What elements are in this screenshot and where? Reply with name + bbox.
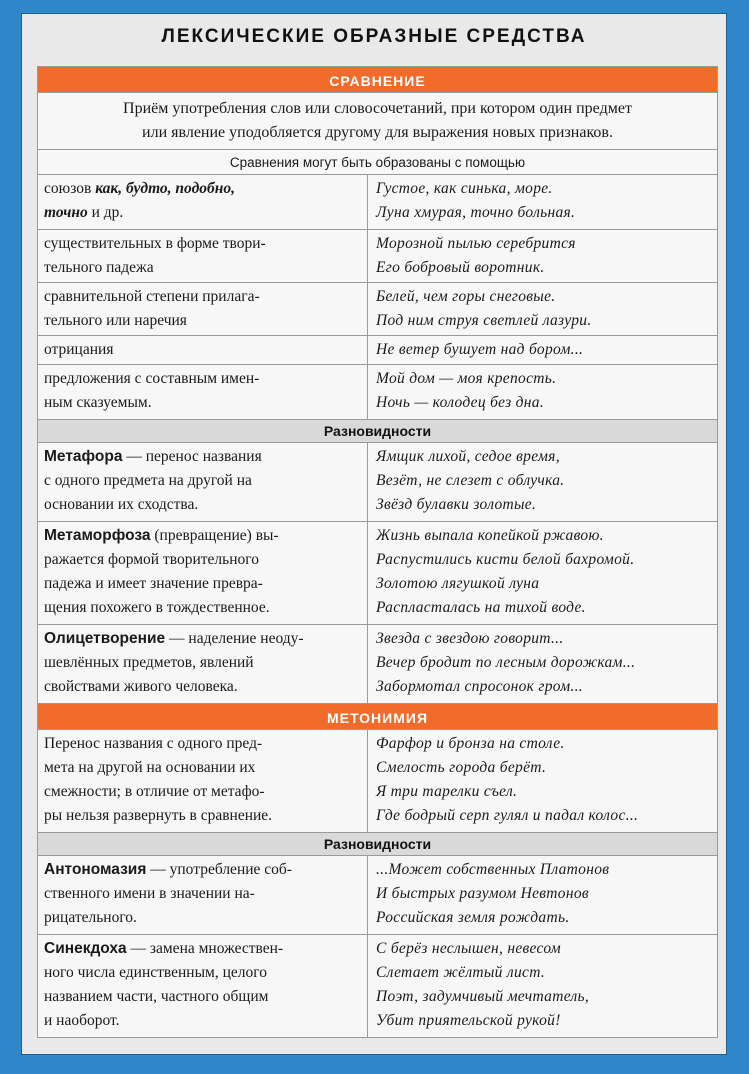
table-row	[38, 365, 718, 420]
means-cell	[38, 283, 368, 336]
definition-line: мета на другой на основании их	[44, 759, 256, 776]
definition-line: ры нельзя развернуть в сравнение.	[44, 807, 273, 824]
term-line: свойствами живого человека.	[44, 678, 238, 695]
example-cell	[368, 175, 718, 230]
reference-card	[22, 14, 726, 1054]
term-text: — наделение неоду-	[165, 630, 304, 647]
example-line: Забормотал спросонок гром...	[376, 678, 583, 695]
term-text: — замена множествен-	[126, 940, 284, 957]
example-line: Звезда с звездою говорит...	[376, 630, 564, 647]
term-name: Синекдоха	[44, 940, 127, 957]
term-line: ражается формой творительного	[44, 551, 259, 568]
comparison-header: СРАВНЕНИЕ	[38, 67, 718, 93]
example-line: ...Может собственных Платонов	[376, 861, 610, 878]
example-cell	[368, 336, 718, 365]
example-line: И быстрых разумом Невтонов	[376, 885, 589, 902]
example-line: Смелость города берёт.	[376, 759, 547, 776]
definition-line: Перенос названия с одного пред-	[44, 735, 263, 752]
term-line: щения похожего в тождественное.	[44, 599, 270, 616]
example-line: Я три тарелки съел.	[376, 783, 518, 800]
conjunctions-text: как, будто, подобно,	[95, 180, 235, 197]
example-line: Звёзд булавки золотые.	[376, 496, 537, 513]
table-row	[38, 935, 718, 1038]
means-cell	[38, 336, 368, 365]
example-line: Белей, чем горы снеговые.	[376, 288, 556, 305]
table-row	[38, 443, 718, 522]
means-cell	[38, 175, 368, 230]
term-text: (превращение) вы-	[150, 527, 279, 544]
example-line: Морозной пылью серебрится	[376, 235, 576, 252]
term-name: Метаморфоза	[44, 527, 151, 544]
example-line: Где бодрый серп гулял и падал колос...	[376, 807, 639, 824]
example-cell	[368, 935, 718, 1038]
example-line: Слетает жёлтый лист.	[376, 964, 546, 981]
example-cell	[368, 365, 718, 420]
term-line: основании их сходства.	[44, 496, 199, 513]
term-cell	[38, 856, 368, 935]
table-row	[38, 336, 718, 365]
term-line: и наоборот.	[44, 1012, 120, 1029]
example-cell	[368, 443, 718, 522]
example-line: Жизнь выпала копейкой ржавою.	[376, 527, 604, 544]
example-line: Не ветер бушует над бором...	[376, 341, 584, 358]
table-row	[38, 856, 718, 935]
example-line: Убит приятельской рукой!	[376, 1012, 561, 1029]
means-line: существительных в форме твори-	[44, 235, 266, 252]
means-text: и др.	[87, 204, 124, 221]
example-cell	[368, 283, 718, 336]
example-line: Его бобровый воротник.	[376, 259, 545, 276]
definition-cell	[38, 730, 368, 833]
term-line: рицательного.	[44, 909, 137, 926]
comparison-varieties-header: Разновидности	[38, 420, 718, 443]
figures-table	[37, 66, 718, 1038]
example-line: Везёт, не слезет с облучка.	[376, 472, 565, 489]
example-line: Поэт, задумчивый мечтатель,	[376, 988, 590, 1005]
table-row	[38, 625, 718, 704]
example-line: Луна хмурая, точно больная.	[376, 204, 576, 221]
example-cell	[368, 522, 718, 625]
term-text: — перенос названия	[122, 448, 262, 465]
table-row	[38, 522, 718, 625]
example-cell	[368, 730, 718, 833]
term-name: Антономазия	[44, 861, 147, 878]
means-line: сравнительной степени прилага-	[44, 288, 260, 305]
means-line: тельного или наречия	[44, 312, 187, 329]
term-name: Метафора	[44, 448, 123, 465]
example-line: Фарфор и бронза на столе.	[376, 735, 565, 752]
table-row	[38, 230, 718, 283]
term-name: Олицетворение	[44, 630, 166, 647]
means-line: предложения с составным имен-	[44, 370, 260, 387]
example-line: Ямщик лихой, седое время,	[376, 448, 560, 465]
example-cell	[368, 625, 718, 704]
term-line: падежа и имеет значение превра-	[44, 575, 263, 592]
example-line: Вечер бродит по лесным дорожкам...	[376, 654, 636, 671]
table-row	[38, 283, 718, 336]
term-line: ного числа единственным, целого	[44, 964, 267, 981]
means-line: ным сказуемым.	[44, 394, 152, 411]
means-text: союзов	[44, 180, 96, 197]
means-cell	[38, 365, 368, 420]
term-cell	[38, 522, 368, 625]
term-line: с одного предмета на другой на	[44, 472, 252, 489]
example-line: Российская земля рождать.	[376, 909, 570, 926]
table-row	[38, 175, 718, 230]
table-row	[38, 730, 718, 833]
term-cell	[38, 443, 368, 522]
example-line: С берёз неслышен, невесом	[376, 940, 561, 957]
metonymy-header: МЕТОНИМИЯ	[38, 704, 718, 730]
term-line: названием части, частного общим	[44, 988, 269, 1005]
example-line: Распустились кисти белой бахромой.	[376, 551, 635, 568]
example-cell	[368, 230, 718, 283]
example-line: Распласталась на тихой воде.	[376, 599, 586, 616]
comparison-subheader: Сравнения могут быть образованы с помощью	[38, 150, 718, 175]
definition-line: или явление уподобляется другому для выражения новых признаков.	[142, 124, 613, 141]
example-line: Мой дом — моя крепость.	[376, 370, 557, 387]
example-line: Ночь — колодец без дна.	[376, 394, 545, 411]
example-line: Золотою лягушкой луна	[376, 575, 540, 592]
term-cell	[38, 625, 368, 704]
page-title: ЛЕКСИЧЕСКИЕ ОБРАЗНЫЕ СРЕДСТВА	[161, 26, 587, 47]
means-line: тельного падежа	[44, 259, 154, 276]
means-cell	[38, 230, 368, 283]
means-line: отрицания	[44, 341, 114, 358]
metonymy-varieties-header: Разновидности	[38, 833, 718, 856]
definition-line: Приём употребления слов или словосочетаний, при котором один предмет	[123, 100, 632, 117]
definition-line: смежности; в отличие от метафо-	[44, 783, 265, 800]
comparison-definition	[38, 93, 718, 150]
example-line: Густое, как синька, море.	[376, 180, 553, 197]
example-line: Под ним струя светлей лазури.	[376, 312, 592, 329]
conjunction-text: точно	[44, 204, 88, 221]
term-cell	[38, 935, 368, 1038]
term-line: ственного имени в значении на-	[44, 885, 255, 902]
term-text: — употребление соб-	[146, 861, 292, 878]
term-line: шевлённых предметов, явлений	[44, 654, 254, 671]
example-cell	[368, 856, 718, 935]
